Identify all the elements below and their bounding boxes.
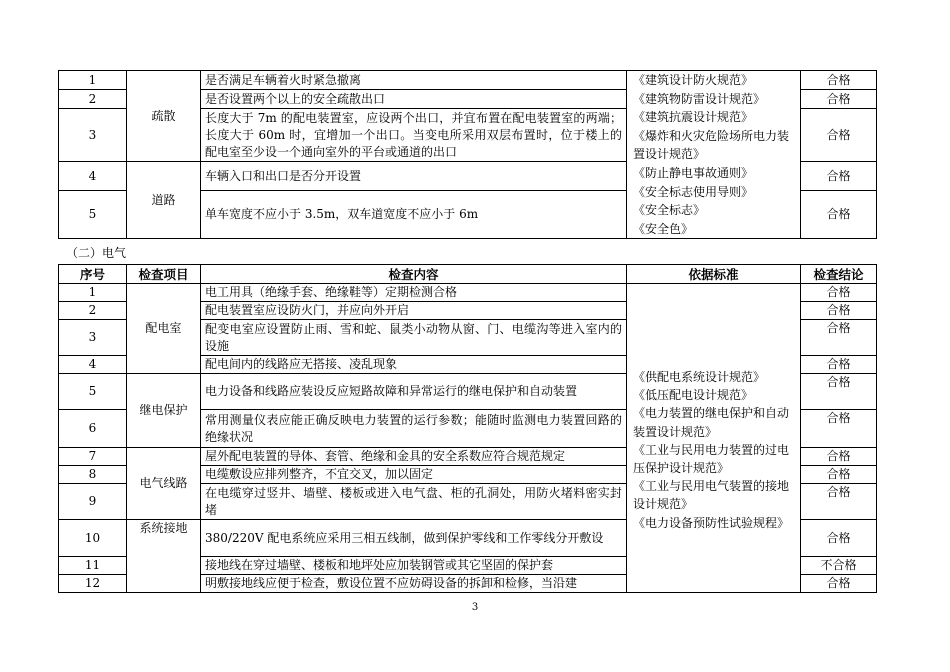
check-content: 接地线在穿过墙壁、楼板和地坪处应加装钢管或其它坚固的保护套: [201, 557, 627, 575]
standard-item: 《安全色》: [633, 221, 694, 236]
page-number: 3: [471, 602, 479, 613]
check-result: 合格: [801, 71, 877, 90]
check-content: 单车宽度不应小于 3.5m，双车道宽度不应小于 6m: [201, 191, 627, 239]
check-result: 合格: [801, 90, 877, 109]
row-number: 4: [59, 356, 127, 374]
row-number: 2: [59, 302, 127, 320]
row-number: 9: [59, 484, 127, 520]
check-result: 合格: [801, 575, 877, 593]
check-result: 合格: [801, 520, 877, 557]
section-title: （二）电气: [66, 246, 127, 260]
check-item-system-grounding: 系统接地: [127, 520, 201, 593]
standard-item: 《工业与民用电力装置的过电压保护设计规范》: [633, 442, 790, 476]
check-content: 电力设备和线路应装设反应短路故障和异常运行的继电保护和自动装置: [201, 374, 627, 410]
check-result: 合格: [801, 302, 877, 320]
standard-item: 《建筑物防雷设计规范》: [633, 91, 766, 106]
row-number: 11: [59, 557, 127, 575]
check-result: 合格: [801, 162, 877, 191]
check-result: 合格: [801, 374, 877, 410]
check-content: 电工用具（绝缘手套、绝缘鞋等）定期检测合格: [201, 284, 627, 302]
standard-item: 《爆炸和火灾危险场所电力装置设计规范》: [633, 128, 790, 162]
row-number: 3: [59, 320, 127, 356]
header-content: 检查内容: [201, 265, 627, 284]
check-result: 合格: [801, 284, 877, 302]
check-result: 合格: [801, 320, 877, 356]
check-content: 是否满足车辆着火时紧急撤离: [201, 71, 627, 90]
check-result: 合格: [801, 109, 877, 162]
check-content: 在电缆穿过竖井、墙壁、楼板或进入电气盘、柜的孔洞处，用防火堵料密实封堵: [201, 484, 627, 520]
table-header-row: [59, 265, 877, 284]
check-result: 合格: [801, 410, 877, 448]
standard-item: 《防止静电事故通则》: [633, 165, 754, 180]
check-result: 合格: [801, 356, 877, 374]
row-number: 10: [59, 520, 127, 557]
standard-item: 《低压配电设计规范》: [633, 388, 754, 403]
check-content: 车辆入口和出口是否分开设置: [201, 162, 627, 191]
check-content: 配电装置室应设防火门，并应向外开启: [201, 302, 627, 320]
table-row: [59, 284, 877, 302]
standard-item: 《建筑设计防火规范》: [633, 73, 754, 87]
standard-item: 《电力装置的继电保护和自动装置设计规范》: [633, 406, 790, 439]
check-content: 配电间内的线路应无搭接、凌乱现象: [201, 356, 627, 374]
check-content: 明敷接地线应便于检查，敷设位置不应妨碍设备的拆卸和检修，当沿建: [201, 575, 627, 593]
row-number: 4: [59, 162, 127, 191]
check-result: 合格: [801, 484, 877, 520]
check-content: 屋外配电装置的导体、套管、绝缘和金具的安全系数应符合规范规定: [201, 448, 627, 466]
standard-item: 《工业与民用电气装置的接地设计规范》: [633, 479, 790, 512]
check-content: 配变电室应设置防止雨、雪和蛇、鼠类小动物从窗、门、电缆沟等进入室内的设施: [201, 320, 627, 356]
table-row: [59, 71, 877, 90]
check-item-evacuation: 疏散: [127, 71, 201, 162]
row-number: 12: [59, 575, 127, 593]
check-result: 不合格: [801, 557, 877, 575]
row-number: 1: [59, 284, 127, 302]
electrical-check-table: [58, 264, 877, 593]
row-number: 3: [59, 109, 127, 162]
standard-item: 《安全标志使用导则》: [633, 184, 754, 199]
row-number: 5: [59, 374, 127, 410]
check-content: 380/220V 配电系统应采用三相五线制，做到保护零线和工作零线分开敷设: [201, 520, 627, 557]
check-result: 合格: [801, 466, 877, 484]
row-number: 8: [59, 466, 127, 484]
standard-item: 《安全标志》: [633, 203, 706, 218]
check-content: 长度大于 7m 的配电装置室，应设两个出口，并宜布置在配电装置室的两端；长度大于 60m 时，宜增加一个出口。当变电所采用双层布置时，位于楼上的配电室至少设一个通向室外的平台或通道的出口: [201, 109, 627, 162]
row-number: 5: [59, 191, 127, 239]
row-number: 2: [59, 90, 127, 109]
check-content: 电缆敷设应排列整齐，不宜交叉，加以固定: [201, 466, 627, 484]
check-item-road: 道路: [127, 162, 201, 239]
check-content: 是否设置两个以上的安全疏散出口: [201, 90, 627, 109]
standards-cell: [627, 284, 801, 593]
standard-item: 《建筑抗震设计规范》: [633, 110, 754, 125]
row-number: 7: [59, 448, 127, 466]
check-content: 常用测量仪表应能正确反映电力装置的运行参数；能随时监测电力装置回路的绝缘状况: [201, 410, 627, 448]
row-number: 1: [59, 71, 127, 90]
header-no: 序号: [59, 265, 127, 284]
check-item-relay-protection: 继电保护: [127, 374, 201, 448]
standards-cell: [627, 71, 801, 239]
header-standard: 依据标准: [627, 265, 801, 284]
standard-item: 《电力设备预防性试验规程》: [633, 515, 790, 530]
check-result: 合格: [801, 191, 877, 239]
check-result: 合格: [801, 448, 877, 466]
check-item-distribution-room: 配电室: [127, 284, 201, 374]
standard-item: 《供配电系统设计规范》: [633, 370, 766, 384]
fire-safety-check-table: [58, 70, 877, 239]
row-number: 6: [59, 410, 127, 448]
check-item-electrical-lines: 电气线路: [127, 448, 201, 520]
header-item: 检查项目: [127, 265, 201, 284]
header-result: 检查结论: [801, 265, 877, 284]
